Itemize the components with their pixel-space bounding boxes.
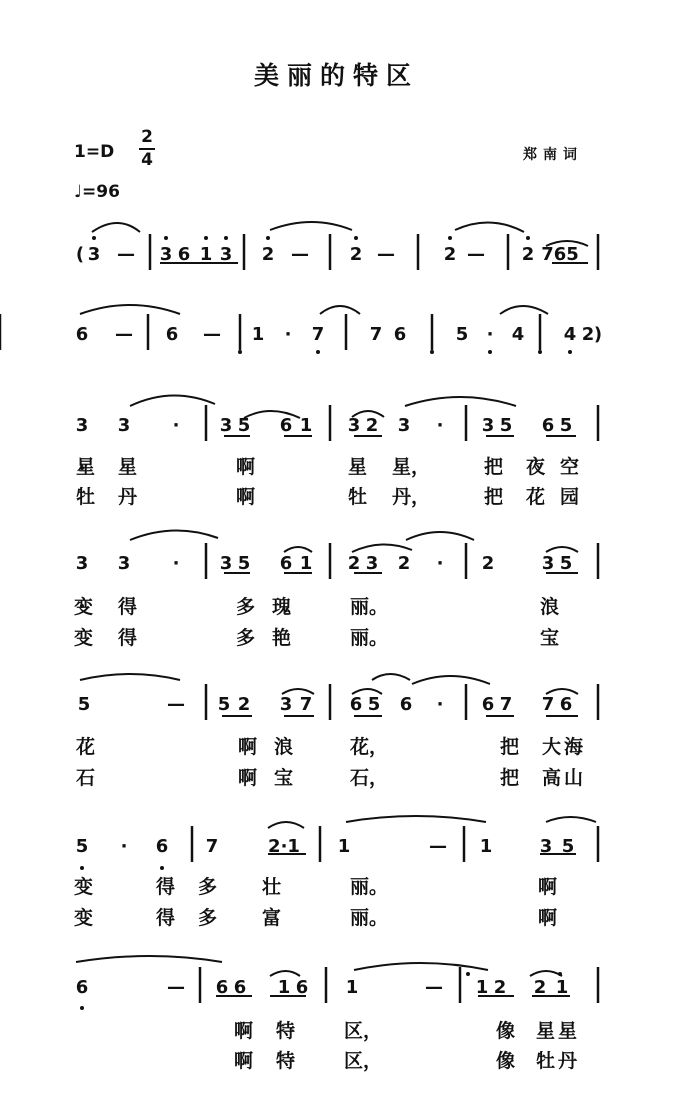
note: 2 <box>481 553 495 574</box>
octave-dot <box>204 236 208 240</box>
octave-dot <box>430 350 434 354</box>
note: · <box>284 324 292 345</box>
note: 6 <box>559 694 573 715</box>
note: 6 <box>75 977 89 998</box>
note: 6 <box>279 415 293 436</box>
lyric-syllable: 啊 <box>236 486 256 508</box>
note: 5 <box>367 694 381 715</box>
note: 5 <box>237 415 251 436</box>
octave-dot <box>224 236 228 240</box>
lyric-syllable: 得 <box>118 596 138 618</box>
note: 765 <box>541 244 579 265</box>
note: 6 <box>541 415 555 436</box>
lyric-syllable: 啊 <box>238 736 258 758</box>
note: — <box>167 694 185 715</box>
note: 6 <box>177 244 191 265</box>
note: 2 <box>365 415 379 436</box>
lyric-syllable: 星， <box>392 456 431 478</box>
lyric-syllable: 像 <box>496 1050 516 1072</box>
lyric-syllable: 牡 <box>348 486 368 508</box>
lyric-syllable: 变 <box>74 596 94 618</box>
lyric-syllable: 浪 <box>274 736 294 758</box>
lyric-syllable: 丽。 <box>350 627 389 649</box>
note: 3 <box>541 553 555 574</box>
note: 6 <box>233 977 247 998</box>
note: 3 <box>219 244 233 265</box>
note: · <box>172 553 180 574</box>
octave-dot <box>266 236 270 240</box>
lyric-syllable: 高 <box>542 767 562 789</box>
lyric-syllable: 多 <box>236 627 256 649</box>
note: 6 <box>393 324 407 345</box>
song-title: 美丽的特区 <box>253 61 419 90</box>
octave-dot <box>80 1006 84 1010</box>
octave-dot <box>80 866 84 870</box>
octave-dot <box>238 350 242 354</box>
lyric-syllable: 啊 <box>236 456 256 478</box>
lyric-syllable: 宝 <box>540 627 560 649</box>
note: 5 <box>75 836 89 857</box>
note: 6 <box>279 553 293 574</box>
note: 3 <box>75 553 89 574</box>
lyric-syllable: 啊 <box>538 907 558 929</box>
lyric-syllable: 啊 <box>234 1050 254 1072</box>
note: 3 <box>539 836 553 857</box>
time-numerator: 2 <box>141 127 153 147</box>
note: 4 <box>511 324 525 345</box>
note: 5 <box>559 553 573 574</box>
lyric-syllable: 星 <box>558 1020 578 1042</box>
lyric-syllable: 丹， <box>392 486 431 508</box>
note: 1 <box>299 415 313 436</box>
lyric-syllable: 空 <box>560 456 580 478</box>
lyric-syllable: 啊 <box>234 1020 254 1042</box>
note: 6 <box>215 977 229 998</box>
lyric-syllable: 把 <box>484 456 504 478</box>
lyric-syllable: 多 <box>198 907 218 929</box>
lyric-syllable: 大 <box>542 736 562 758</box>
note: 7 <box>499 694 513 715</box>
note: · <box>436 415 444 436</box>
note: 7 <box>299 694 313 715</box>
note: 2 <box>349 244 363 265</box>
octave-dot <box>488 350 492 354</box>
note: 5 <box>561 836 575 857</box>
note: 2·1 <box>268 836 300 857</box>
note: 2 <box>347 553 361 574</box>
lyric-syllable: 海 <box>564 736 584 758</box>
lyric-syllable: 花 <box>526 486 546 508</box>
note: 5 <box>559 415 573 436</box>
octave-dot <box>92 236 96 240</box>
note: 1 <box>299 553 313 574</box>
note: 7 <box>541 694 555 715</box>
note: · <box>436 694 444 715</box>
note: 3 <box>159 244 173 265</box>
note: — <box>429 836 447 857</box>
note: 2 <box>581 324 595 345</box>
octave-dot <box>316 350 320 354</box>
note: · <box>436 553 444 574</box>
lyric-syllable: 丹 <box>118 486 138 508</box>
note: 6 <box>165 324 179 345</box>
lyric-syllable: 花， <box>350 736 389 758</box>
note: 3 <box>219 415 233 436</box>
note: 5 <box>77 694 91 715</box>
octave-dot <box>558 972 562 976</box>
key-signature: 1=D <box>74 142 115 162</box>
lyric-syllable: 宝 <box>274 767 294 789</box>
note: 5 <box>237 553 251 574</box>
lyric-syllable: 富 <box>262 907 282 929</box>
lyric-syllable: 啊 <box>538 876 558 898</box>
note: — <box>115 324 133 345</box>
note: 5 <box>455 324 469 345</box>
octave-dot <box>466 972 470 976</box>
lyric-syllable: 把 <box>484 486 504 508</box>
note: 7 <box>311 324 325 345</box>
lyric-syllable: 壮 <box>262 876 282 898</box>
lyric-syllable: 瑰 <box>272 596 292 618</box>
lyric-syllable: 特 <box>276 1020 296 1042</box>
note: ( <box>75 244 85 265</box>
note: 2 <box>443 244 457 265</box>
note: 7 <box>205 836 219 857</box>
note: — <box>467 244 485 265</box>
lyric-syllable: 得 <box>118 627 138 649</box>
lyric-syllable: 星 <box>76 456 96 478</box>
note: · <box>172 415 180 436</box>
note: 6 <box>155 836 169 857</box>
lyric-syllable: 丽。 <box>350 876 389 898</box>
note: — <box>377 244 395 265</box>
octave-dot <box>448 236 452 240</box>
note: 3 <box>75 415 89 436</box>
octave-dot <box>164 236 168 240</box>
note: 3 <box>219 553 233 574</box>
note: 1 <box>251 324 265 345</box>
octave-dot <box>538 350 542 354</box>
note: 3 <box>397 415 411 436</box>
lyric-syllable: 丽。 <box>350 907 389 929</box>
note: 2 <box>521 244 535 265</box>
note: ) <box>593 324 603 345</box>
lyric-syllable: 把 <box>500 767 520 789</box>
octave-dot <box>354 236 358 240</box>
note: 6 <box>295 977 309 998</box>
lyric-syllable: 把 <box>500 736 520 758</box>
tempo-marking: ♩=96 <box>74 182 120 202</box>
note: 6 <box>349 694 363 715</box>
note: 6 <box>399 694 413 715</box>
lyric-syllable: 多 <box>198 876 218 898</box>
note: 5 <box>217 694 231 715</box>
note: — <box>291 244 309 265</box>
lyric-syllable: 石 <box>76 767 96 789</box>
lyric-syllable: 像 <box>496 1020 516 1042</box>
lyric-syllable: 变 <box>74 876 94 898</box>
note: 5 <box>499 415 513 436</box>
note: 7 <box>369 324 383 345</box>
note: 3 <box>87 244 101 265</box>
lyric-syllable: 多 <box>236 596 256 618</box>
lyric-syllable: 浪 <box>540 596 560 618</box>
note: · <box>486 324 494 345</box>
note: 6 <box>481 694 495 715</box>
note: 6 <box>75 324 89 345</box>
note: 3 <box>365 553 379 574</box>
lyricist-credit: 郑南词 <box>523 147 583 163</box>
note: 1 <box>475 977 489 998</box>
octave-dot <box>568 350 572 354</box>
note: 1 <box>479 836 493 857</box>
note: 2 <box>261 244 275 265</box>
lyric-syllable: 星 <box>348 456 368 478</box>
lyric-syllable: 夜 <box>526 456 546 478</box>
octave-dot <box>160 866 164 870</box>
note: — <box>117 244 135 265</box>
note: 2 <box>397 553 411 574</box>
note: 3 <box>347 415 361 436</box>
time-denominator: 4 <box>141 150 153 170</box>
lyric-syllable: 牡 <box>76 486 96 508</box>
lyric-syllable: 丽。 <box>350 596 389 618</box>
lyric-syllable: 星 <box>536 1020 556 1042</box>
note: 3 <box>279 694 293 715</box>
note: 1 <box>337 836 351 857</box>
lyric-syllable: 石， <box>350 767 389 789</box>
note: 4 <box>563 324 577 345</box>
lyric-syllable: 得 <box>156 907 176 929</box>
lyric-syllable: 特 <box>276 1050 296 1072</box>
note: 1 <box>345 977 359 998</box>
lyric-syllable: 丹 <box>558 1050 578 1072</box>
note: — <box>203 324 221 345</box>
lyric-syllable: 区， <box>344 1050 383 1072</box>
note: 2 <box>533 977 547 998</box>
note: — <box>425 977 443 998</box>
lyric-syllable: 艳 <box>272 627 292 649</box>
note: 3 <box>117 553 131 574</box>
lyric-syllable: 牡 <box>536 1050 556 1072</box>
lyric-syllable: 啊 <box>238 767 258 789</box>
note: 2 <box>493 977 507 998</box>
lyric-syllable: 花 <box>76 736 96 758</box>
note: · <box>120 836 128 857</box>
lyric-syllable: 得 <box>156 876 176 898</box>
lyric-syllable: 园 <box>560 486 580 508</box>
note: 3 <box>481 415 495 436</box>
lyric-syllable: 星 <box>118 456 138 478</box>
note: 3 <box>117 415 131 436</box>
note: — <box>167 977 185 998</box>
lyric-syllable: 区， <box>344 1020 383 1042</box>
lyric-syllable: 变 <box>74 907 94 929</box>
octave-dot <box>526 236 530 240</box>
lyric-syllable: 山 <box>564 767 584 789</box>
note: 1 <box>555 977 569 998</box>
note: 1 <box>277 977 291 998</box>
note: 2 <box>237 694 251 715</box>
lyric-syllable: 变 <box>74 627 94 649</box>
note: 1 <box>199 244 213 265</box>
